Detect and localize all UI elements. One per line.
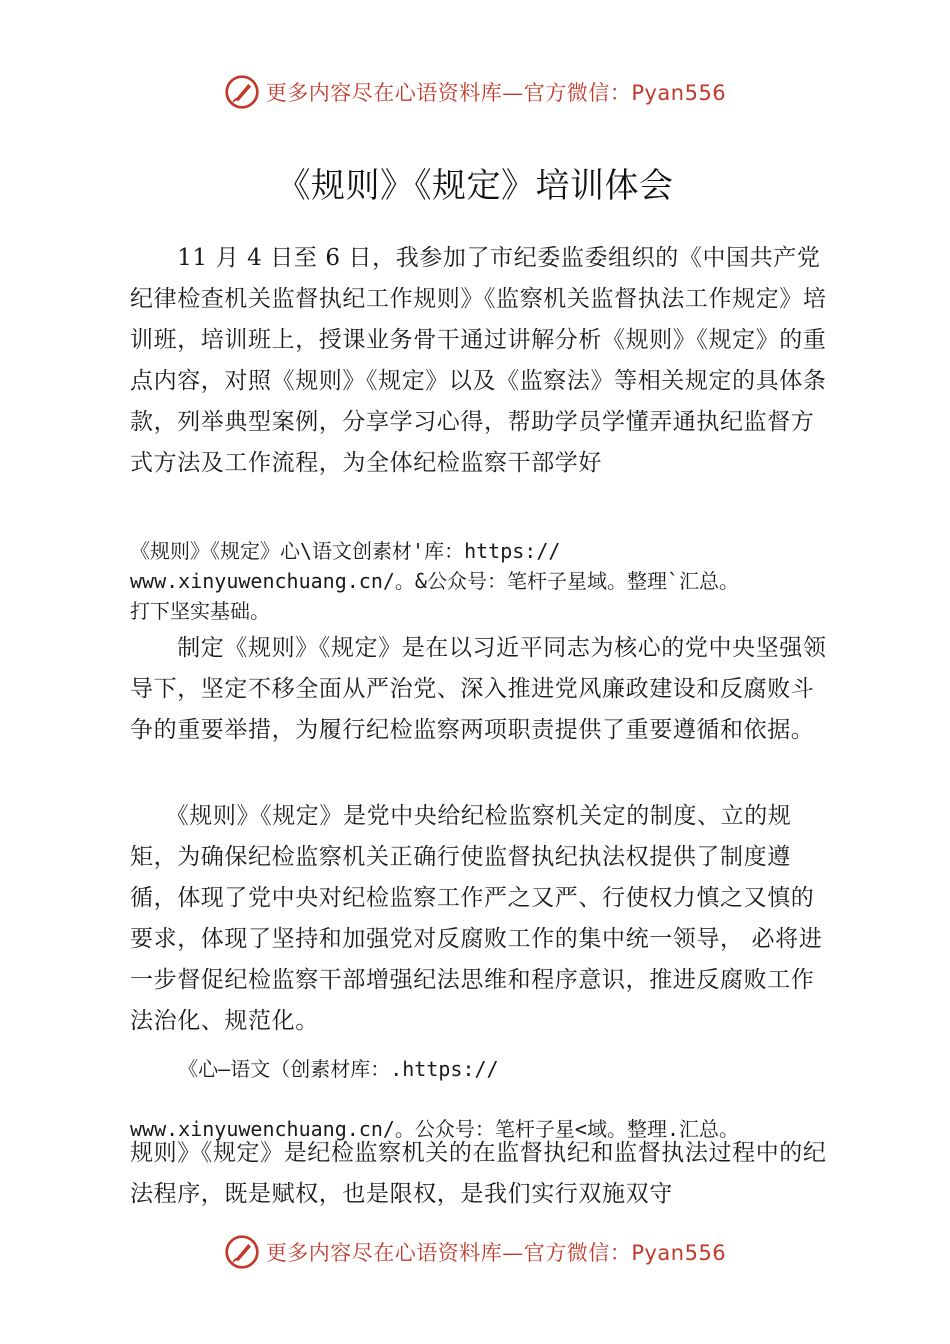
banner-text: 更多内容尽在心语资料库—官方微信：Pyan556 [265,1241,727,1265]
paragraph-intro: 11 月 4 日至 6 日，我参加了市纪委监委组织的《中国共产党纪律检查机关监督执纪工作规则》《监察机关监督执法工作规定》培训班，培训班上，授课业务骨干通过讲解分析《规则》《规定》的重点内容，对照《规则》《规定》以及《监察法》等相关规定的具体条款，列举典型案例，分享学习心得，帮助学员学懂弄通执纪监督方式方法及工作流程，为全体纪检监察干部学好 [130,245,827,476]
banner-text: 更多内容尽在心语资料库—官方微信：Pyan556 [265,81,727,105]
watermark-line-2: 《心—语文（创素材库：.https:// www.xinyuwenchuang.cn/。公众号：笔杆子星<域。整理.汇总。 [130,1057,739,1141]
bottom-watermark-banner [0,1230,950,1274]
document-title: 《规则》《规定》培训体会 [276,166,674,206]
paragraph-4: 规则》《规定》是纪检监察机关的在监督执纪和监督执法过程中的纪法程序，既是赋权，也是限权，是我们实行双施双守 [130,1140,827,1207]
paragraph-3: 《规则》《规定》是党中央给纪检监察机关定的制度、立的规矩，为确保纪检监察机关正确行使监督执纪执法权提供了制度遵循，体现了党中央对纪检监察工作严之又严、行使权力慎之又慎的要求，体现了坚持和加强党对反腐败工作的集中统一领导， 必将进一步督促纪检监察干部增强纪法思维和程序意识，推进反腐败工作法治化、规范化。 [130,803,823,1034]
quill-logo-icon [224,74,260,110]
watermark-line-1: 《规则》《规定》心\语文创素材'库：https:// www.xinyuwenchuang.cn/。&公众号：笔杆子星域。整理`汇总。 打下坚实基础。 [130,539,739,623]
paragraph-2: 制定《规则》《规定》是在以习近平同志为核心的党中央坚强领导下，坚定不移全面从严治党、深入推进党风廉政建设和反腐败斗争的重要举措，为履行纪检监察两项职责提供了重要遵循和依据。 [130,635,827,743]
top-watermark-banner [0,70,950,114]
quill-logo-icon [224,1234,260,1270]
